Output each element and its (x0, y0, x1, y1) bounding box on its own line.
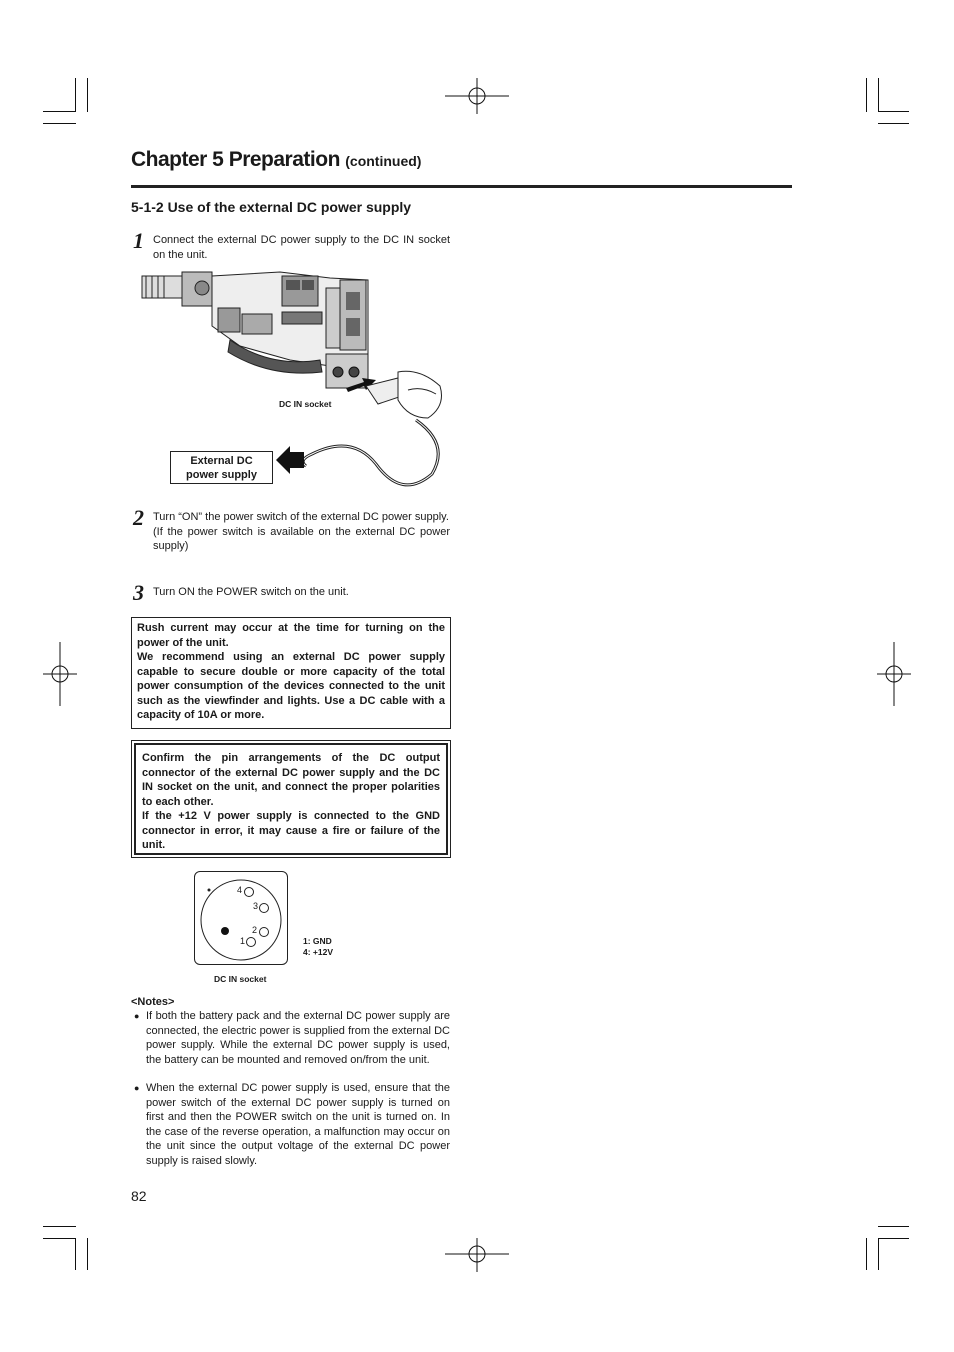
chapter-title (131, 148, 421, 172)
caution1-para2: We recommend using an external DC power supply capable to secure double or more capacity of the total power consumption of the devices connected to the unit such as the viewfinder and lights. Use a DC cable with a capacity of 10A or more. (137, 651, 445, 721)
caution-box-pin-arrangement (131, 740, 451, 858)
step-2-text (153, 510, 450, 554)
note-item (134, 1081, 450, 1168)
caution-box-rush-current (131, 617, 451, 729)
step-3-number: 3 (133, 580, 144, 605)
pin-label-2: 2 (252, 925, 258, 935)
pin-legend (303, 936, 333, 958)
notes-heading: <Notes> (131, 996, 175, 1008)
section-title: 5-1-2 Use of the external DC power supply (131, 199, 412, 215)
pin-label-4: 4 (237, 885, 243, 895)
bullet-icon: ● (134, 1083, 140, 1093)
pin-legend-gnd: 1: GND (303, 936, 332, 946)
step-2-sub: (If the power switch is available on the external DC power supply) (153, 525, 450, 552)
pin-label-1: 1 (240, 936, 246, 946)
note-item (134, 1009, 450, 1067)
step-1-text: Connect the external DC power supply to the DC IN socket on the unit. (153, 234, 450, 261)
chapter-title-text: Chapter 5 Preparation (131, 148, 340, 171)
dc-in-socket-caption: DC IN socket (214, 974, 267, 984)
registration-mark-bottom (445, 1238, 509, 1272)
step-1-number: 1 (133, 228, 144, 253)
pin-legend-12v: 4: +12V (303, 947, 334, 957)
registration-mark-top (445, 78, 509, 114)
caution1-para1: Rush current may occur at the time for turning on the power of the unit. (137, 622, 445, 649)
step-2-number: 2 (133, 505, 144, 530)
dc-in-socket-diagram (194, 871, 288, 965)
external-dc-power-supply-box (170, 451, 273, 484)
pin-label-3: 3 (253, 901, 259, 911)
caution2-inner (134, 743, 448, 855)
page-number: 82 (131, 1188, 147, 1204)
ext-label-line2: power supply (186, 469, 257, 481)
note-item-2-text: When the external DC power supply is used, ensure that the power switch of the external DC power supply is turned on first and then the POWER switch on the unit is turned on. In the case of the reverse operation, a malfunction may occur on the unit since the output voltage of the external DC power supply is raised slowly. (146, 1082, 450, 1167)
ext-label-line1: External DC (190, 455, 253, 467)
registration-mark-left (43, 642, 77, 706)
step-3-text: Turn ON the POWER switch on the unit. (153, 586, 349, 598)
dc-in-socket-label: DC IN socket (279, 399, 332, 409)
header-rule (131, 185, 792, 188)
registration-mark-right (877, 642, 911, 706)
bullet-icon: ● (134, 1011, 140, 1021)
chapter-continued: (continued) (345, 153, 422, 169)
step-2-main: Turn “ON” the power switch of the external DC power supply. (153, 511, 449, 523)
caution2-para1: Confirm the pin arrangements of the DC output connector of the external DC power supply and the DC IN socket on the unit, and connect the proper polarities to each other. (142, 752, 440, 808)
caution2-para2: If the +12 V power supply is connected to the GND connector in error, it may cause a fire or failure of the unit. (142, 810, 440, 851)
note-item-1-text: If both the battery pack and the external DC power supply are connected, the electric power is supplied from the external DC power supply. While the external DC power supply is used, the battery can be mounted and removed on/from the unit. (146, 1010, 450, 1066)
